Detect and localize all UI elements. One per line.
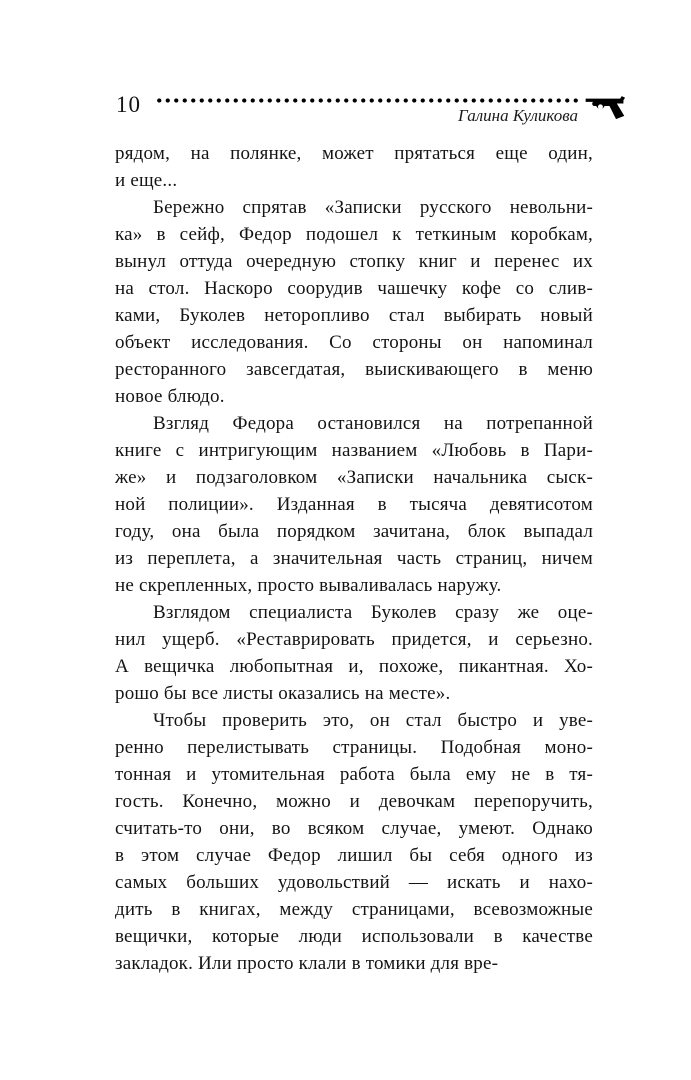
text-line: новое блюдо. xyxy=(115,386,225,407)
text-line: же» и подзаголовком «Записки начальника сыск- xyxy=(115,467,593,488)
page-text xyxy=(115,140,593,977)
text-line: Взгляд Федора остановился на потрепанной xyxy=(153,413,593,434)
page-number: 10 xyxy=(116,92,141,117)
text-line: тонная и утомительная работа была ему не в тя- xyxy=(115,764,593,785)
text-line: ной полиции». Изданная в тысяча девятисотом xyxy=(115,494,593,515)
text-line: и еще... xyxy=(115,170,178,191)
author-name: Галина Куликова xyxy=(458,106,578,125)
text-line: считать-то они, во всяком случае, умеют. Однако xyxy=(115,818,593,839)
text-line: не скрепленных, просто вываливалась наружу. xyxy=(115,575,502,596)
text-line: ками, Буколев неторопливо стал выбирать новый xyxy=(115,305,593,326)
text-line: объект исследования. Со стороны он напоминал xyxy=(115,332,593,353)
text-line: самых больших удовольствий — искать и нахо- xyxy=(115,872,593,893)
text-line: Бережно спрятав «Записки русского невольни- xyxy=(153,197,593,218)
text-line: рядом, на полянке, может прятаться еще один, xyxy=(115,143,593,164)
text-line: Взглядом специалиста Буколев сразу же оце- xyxy=(153,602,593,623)
text-line: вещички, которые люди использовали в качестве xyxy=(115,926,593,947)
text-line: книге с интригующим названием «Любовь в Пари- xyxy=(115,440,593,461)
text-line: году, она была порядком зачитана, блок выпадал xyxy=(115,521,593,542)
pistol-icon xyxy=(584,90,630,122)
text-line: Чтобы проверить это, он стал быстро и уве- xyxy=(153,710,593,731)
text-line: на стол. Наскоро соорудив чашечку кофе со слив- xyxy=(115,278,593,299)
dotted-separator xyxy=(155,97,580,104)
text-line: нил ущерб. «Реставрировать придется, и серьезно. xyxy=(115,629,593,650)
text-line: ка» в сейф, Федор подошел к теткиным коробкам, xyxy=(115,224,593,245)
text-line: рошо бы все листы оказались на месте». xyxy=(115,683,451,704)
text-line: закладок. Или просто клали в томики для вре- xyxy=(115,953,499,974)
text-line: дить в книгах, между страницами, всевозможные xyxy=(115,899,593,920)
text-line: ресторанного завсегдатая, выискивающего в меню xyxy=(115,359,593,380)
page-header xyxy=(116,90,630,126)
text-line: гость. Конечно, можно и девочкам перепоручить, xyxy=(115,791,593,812)
text-line: вынул оттуда очередную стопку книг и перенес их xyxy=(115,251,593,272)
text-line: А вещичка любопытная и, похоже, пикантная. Хо- xyxy=(115,656,593,677)
header-separator-area xyxy=(155,90,580,126)
text-line: из переплета, а значительная часть страниц, ничем xyxy=(115,548,593,569)
text-line: ренно перелистывать страницы. Подобная моно- xyxy=(115,737,593,758)
text-line: в этом случае Федор лишил бы себя одного из xyxy=(115,845,593,866)
